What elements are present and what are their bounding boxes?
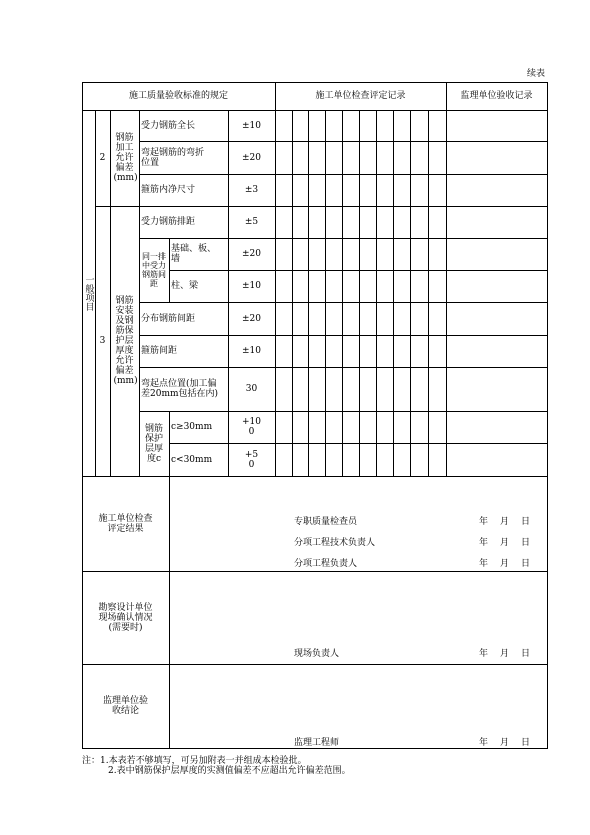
signer-site: 现场负责人: [294, 649, 340, 659]
group2-item-2: 弯起钢筋的弯折位置: [141, 147, 205, 168]
group2-item-3: 箍筋内净尺寸: [141, 185, 196, 195]
group2-item-1: 受力钢筋全长: [141, 120, 196, 131]
date-day-2: 日: [521, 538, 531, 548]
date-year-3: 年: [479, 559, 489, 569]
date-year-2: 年: [479, 538, 489, 548]
header-standard: 施工质量验收标准的规定: [128, 91, 228, 101]
group2-name: 钢筋加工允许偏差(mm): [113, 133, 138, 183]
date-day-5: 日: [521, 738, 531, 748]
date-year-4: 年: [479, 649, 489, 659]
date-month-2: 月: [500, 538, 510, 548]
group2-value-1: ±10: [242, 120, 261, 131]
category-label: 一般项目: [83, 275, 94, 311]
signer-lead: 分项工程负责人: [294, 559, 358, 569]
cover-item-2: c<30mm: [171, 454, 213, 465]
group3-value-main: ±5: [244, 217, 259, 227]
note-line-2: 2.表中钢筋保护层厚度的实测值偏差不应超出允许偏差范围。: [108, 766, 351, 776]
group3-number: 3: [99, 336, 106, 346]
signer-supervisor: 监理工程师: [294, 738, 340, 748]
group2-number: 2: [99, 153, 106, 163]
date-year-1: 年: [479, 517, 489, 527]
header-supervision: 监理单位验收记录: [460, 91, 533, 101]
continued-label: 续表: [527, 69, 546, 79]
group3-item-2: 箍筋间距: [141, 346, 178, 356]
date-day-3: 日: [521, 559, 531, 569]
date-month-4: 月: [500, 649, 510, 659]
group2-value-3: ±3: [244, 185, 259, 195]
note-line-1: 注：1.本表若不够填写，可另加附表一并组成本检验批。: [82, 756, 307, 766]
group3-value-1: ±20: [242, 313, 261, 324]
date-month-3: 月: [500, 559, 510, 569]
same-row-item-2: 柱、梁: [171, 281, 199, 291]
date-day-1: 日: [521, 517, 531, 527]
group3-name: 钢筋安装及钢筋保护层厚度允许偏差(mm): [113, 296, 138, 386]
date-day-4: 日: [521, 649, 531, 659]
same-row-value-2: ±10: [242, 281, 261, 291]
survey-label: 勘察设计单位现场确认情况(需要时): [98, 602, 153, 633]
date-year-5: 年: [479, 738, 489, 748]
supervision-label: 监理单位验收结论: [102, 696, 148, 716]
cover-item-1: c≥30mm: [171, 422, 213, 432]
header-unit-check: 施工单位检查评定记录: [315, 91, 406, 101]
group3-item-main: 受力钢筋排距: [141, 217, 196, 227]
same-row-item-1: 基础、板、墙: [171, 244, 217, 264]
group3-value-2: ±10: [242, 346, 261, 356]
cover-value-2: +5 0: [244, 449, 259, 470]
group3-item-3: 弯起点位置(加工偏差20mm包括在内): [141, 379, 219, 399]
signer-quality: 专职质量检查员: [294, 517, 358, 527]
cover-value-1: +10 0: [242, 417, 261, 437]
date-month-5: 月: [500, 738, 510, 748]
signer-tech: 分项工程技术负责人: [294, 538, 376, 548]
same-row-label: 同一排中受力钢筋间距: [142, 252, 166, 288]
date-month-1: 月: [500, 517, 510, 527]
group3-value-3: 30: [245, 384, 258, 394]
group3-item-1: 分布钢筋间距: [141, 313, 196, 324]
cover-label: 钢筋保护层厚度c: [144, 423, 163, 464]
same-row-value-1: ±20: [242, 249, 261, 259]
unit-result-label: 施工单位检查评定结果: [98, 513, 153, 534]
group2-value-2: ±20: [242, 152, 261, 163]
